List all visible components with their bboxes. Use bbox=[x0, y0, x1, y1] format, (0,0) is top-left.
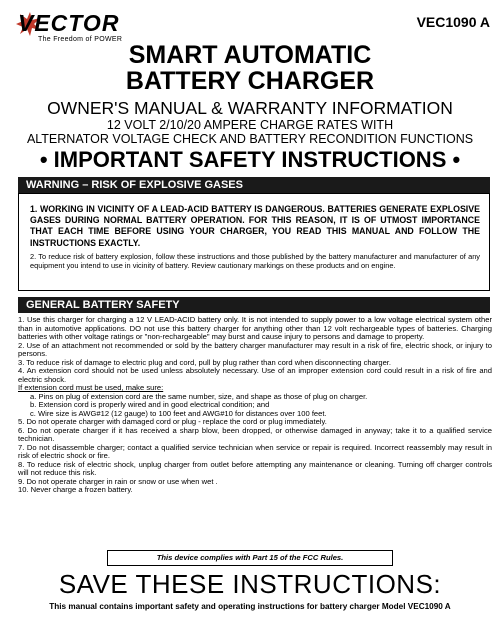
warning-item-2: 2. To reduce risk of battery explosion, follow these instructions and those published by the battery manufacturer and manufacturer of any equipment you intend to use in vicinity of battery. Review cautionary markings on these products and on engine. bbox=[30, 252, 480, 270]
warning-heading: WARNING – RISK OF EXPLOSIVE GASES bbox=[18, 177, 490, 193]
list-item: 6. Do not operate charger if it has received a sharp blow, been dropped, or otherwise damaged in anyway; take it to a qualified service technician. bbox=[18, 425, 492, 443]
list-item: 9. Do not operate charger in rain or snow or use when wet . bbox=[18, 476, 218, 486]
subtitle: OWNER'S MANUAL & WARRANTY INFORMATION bbox=[47, 98, 453, 118]
vector-logo bbox=[14, 10, 124, 46]
fcc-notice: This device complies with Part 15 of the FCC Rules. bbox=[107, 550, 393, 566]
brand-tagline: The Freedom of POWER bbox=[38, 36, 123, 43]
general-safety-list bbox=[18, 316, 492, 495]
list-item: 4. An extension cord should not be used unless absolutely necessary. Use of an improper extension cord could result in a risk of fire and electric shock. bbox=[18, 366, 492, 384]
functions: ALTERNATOR VOLTAGE CHECK AND BATTERY RECONDITION FUNCTIONS bbox=[26, 132, 474, 146]
save-instructions-heading: SAVE THESE INSTRUCTIONS: bbox=[58, 569, 442, 599]
list-item: 8. To reduce risk of electric shock, unplug charger from outlet before attempting any maintenance or cleaning. Turning off charger controls will not reduce this risk. bbox=[18, 459, 492, 477]
title-line-2: BATTERY CHARGER bbox=[125, 67, 375, 95]
model-number: VEC1090 A bbox=[416, 14, 490, 30]
charge-rates: 12 VOLT 2/10/20 AMPERE CHARGE RATES WITH bbox=[106, 118, 394, 132]
general-safety-heading: GENERAL BATTERY SAFETY bbox=[18, 297, 490, 313]
brand-name: VECTOR bbox=[18, 10, 120, 36]
list-item: 7. Do not disassemble charger; contact a qualified service technician when service or repair is required. Incorrect reassembly may result in risk of electric shock or fire. bbox=[18, 442, 492, 460]
list-item: If extension cord must be used, make sure: bbox=[18, 383, 164, 392]
warning-item-1: 1. WORKING IN VICINITY OF A LEAD-ACID BATTERY IS DANGEROUS. BATTERIES GENERATE EXPLOSIVE GASES DURING NORMAL BATTERY OPERATION. FOR THIS REASON, IT IS OF UTMOST IMPORTANCE THAT EACH TIME BEFORE USING YOUR CHARGER, YOU READ THIS MANUAL AND FOLLOW THE INSTRUCTIONS EXACTLY. bbox=[30, 204, 480, 248]
list-item: 5. Do not operate charger with damaged cord or plug - replace the cord or plug immediately. bbox=[18, 417, 327, 426]
manual-note: This manual contains important safety and operating instructions for battery charger Model VEC1090 A bbox=[49, 602, 451, 611]
title-line-1: SMART AUTOMATIC bbox=[128, 41, 372, 69]
list-item: 1. Use this charger for charging a 12 V LEAD-ACID battery only. It is not intended to supply power to a low voltage electrical system other than in automotive applications. DO not use this battery charger for anything other than 12 volt rechargeable types of batteries. Charging batteries with other voltage ratings or "non-rechargeable" may burst and cause injury to persons and damage to property. bbox=[18, 315, 492, 341]
list-item: 3. To reduce risk of damage to electric plug and cord, pull by plug rather than cord when disconnecting charger. bbox=[18, 357, 392, 367]
list-item: a. Pins on plug of extension cord are the same number, size, and shape as those of plug on charger. bbox=[30, 391, 368, 401]
list-item: 2. Use of an attachment not recommended or sold by the battery charger manufacturer may result in a risk of fire, electric shock, or injury to persons. bbox=[18, 340, 492, 358]
list-item: c. Wire size is AWG#12 (12 gauge) to 100 feet and AWG#10 for distances over 100 feet. bbox=[30, 408, 327, 418]
important-heading: • IMPORTANT SAFETY INSTRUCTIONS • bbox=[39, 147, 461, 172]
list-item: b. Extension cord is properly wired and in good electrical condition; and bbox=[30, 400, 270, 409]
list-item: 10. Never charge a frozen battery. bbox=[18, 485, 133, 494]
